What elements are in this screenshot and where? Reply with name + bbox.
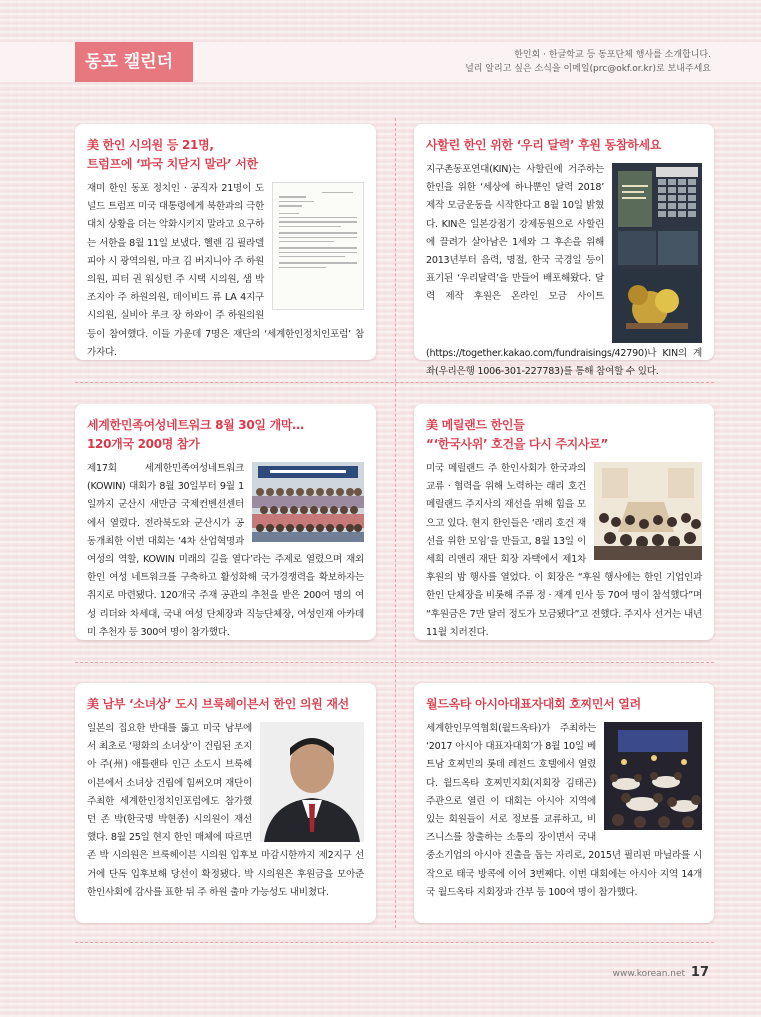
event-photo-image: [594, 462, 702, 560]
conference-photo-image: [604, 722, 702, 830]
article-title-line-1: 美 남부 ‘소녀상’ 도시 브룩헤이븐서 한인 의원 재선: [87, 697, 349, 711]
page-number: 17: [690, 965, 709, 980]
article-card-sakhalin-calendar: [414, 124, 714, 378]
header-note-line-1: 한인회 · 한글학교 등 동포단체 행사를 소개합니다.: [514, 50, 711, 60]
row-divider-1: [75, 382, 714, 383]
article-title: [87, 695, 364, 714]
event-photo-illustration: [594, 462, 702, 560]
article-title-line-1: 사할린 한인 위한 ‘우리 달력’ 후원 동참하세요: [426, 138, 662, 152]
article-title: [426, 136, 702, 155]
article-title-line-1: 월드옥타 아시아대표자대회 호찌민서 열려: [426, 697, 641, 711]
conference-photo-illustration: [604, 722, 702, 830]
article-title-line-2: “‘한국사위’ 호건을 다시 주지사로”: [426, 437, 609, 451]
header-note-line-2: 널리 알리고 싶은 소식을 이메일(prc@okf.or.kr)로 보내주세요: [465, 64, 711, 74]
portrait-illustration: [260, 722, 364, 842]
group-photo-illustration: [252, 462, 364, 542]
article-card-kowin: [75, 404, 376, 640]
article-title: [426, 416, 702, 454]
section-title: 동포 캘린더: [75, 42, 193, 82]
article-title-line-1: 美 메릴랜드 한인들: [426, 418, 525, 432]
article-card-world-okta: [414, 683, 714, 923]
article-title: [426, 695, 702, 714]
letter-document-image: [272, 182, 364, 310]
calendar-image: [612, 163, 702, 343]
article-body: 세계한인무역협회(월드옥타)가 주최하는 ‘2017 아시아 대표자대회’가 8월 10일 베트남 호찌민의 롯데 레전드 호텔에서 열렸다. 월드옥타 호찌민지회(지회장 김태곤) 주관으로 열린 이 대회는 아시아 지역에 있는 회원들이 서로 정보를 교류하고, 비즈니스를 창출하는 소통의 장이면서 국내 중소기업의 아시아 진출을 돕는 자리로, 2015년 필리핀 마닐라를 시작으로 태국 방콕에 이어 3번째다. 이번 대회에는 아시아 지역 14개국 월드옥타 지회장과 간부 등 100여 명이 참가했다.: [426, 723, 702, 898]
article-body: 일본의 집요한 반대를 뚫고 미국 남부에서 최초로 ‘평화의 소녀상’이 건립된 조지아 주(州) 애틀랜타 인근 소도시 브룩헤이븐에서 소녀상 건립에 힘써오며 재단이 주최한 세계한인정치인포럼에도 참가했던 존 박(한국명 박현종) 시의원이 재선했다. 8월 25일 현지 한인 매체에 따르면 존 박 시의원은 브룩헤이븐 시의원 입후보 마감시한까지 제2지구 선거에 단독 입후보해 당선이 확정됐다. 박 시의원은 후원금을 모아준 한인사회에 감사를 표한 뒤 주 하원 출마 가능성도 내비쳤다.: [87, 723, 364, 898]
row-divider-2: [75, 662, 714, 663]
column-divider: [395, 118, 396, 928]
article-title: [87, 136, 364, 174]
article-title: [87, 416, 364, 454]
article-body: 지구촌동포연대(KIN)는 사할린에 거주하는 한인을 위한 ‘세상에 하나뿐인 달력 2018’ 제작 모금운동을 시작한다고 8월 10일 밝혔다. KIN은 일본강점기 강제동원으로 사할린에 끌려가 살아남은 1세와 그 후손을 위해 2013년부터 음력, 명절, 한국 국경일 등이 표기된 ‘우리달력’을 만들어 배포해왔다. 달력 제작 후원은 온라인 모금 사이트(https://together.kakao.com/fundraisings/42790)나 KIN의 계좌(우리은행 1006-301-227783)를 통해 참여할 수 있다.: [426, 164, 702, 378]
article-card-maryland: [414, 404, 714, 640]
page-footer: [613, 965, 709, 980]
article-card-brookhaven: [75, 683, 376, 923]
footer-site: www.korean.net: [612, 969, 686, 979]
article-body: 재미 한인 동포 정치인 · 공직자 21명이 도널드 트럼프 미국 대통령에게 북한과의 극한 대치 상황을 더는 악화시키지 말라고 요구하는 서한을 8월 11일 보냈다. 헬렌 김 필라델피아 시 광역의원, 마크 김 버지니아 주 하원의원, 피터 권 워싱턴 주 시택 시의원, 샘 박 조지아 주 하원의원, 데이비드 류 LA 4지구 시의원, 실비아 루크 장 하와이 주 하원의원 등이 참여했다. 이들 가운데 7명은 재단의 ‘세계한인정치인포럼’ 참가자다.: [87, 183, 364, 358]
article-card-politicians-letter: [75, 124, 376, 360]
row-divider-3: [75, 942, 714, 943]
calendar-illustration: [612, 163, 702, 343]
article-body: 제17회 세계한민족여성네트워크(KOWIN) 대회가 8월 30일부터 9월 1일까지 군산시 새만금 국제컨벤션센터에서 열렸다. 전라북도와 군산시가 공동개최한 이번 대회는 ‘4차 산업혁명과 여성의 역할, KOWIN 미래의 길을 열다’라는 주제로 열렸으며 재외 한인 여성 네트워크를 구축하고 활성화해 국가경쟁력을 확보하자는 취지로 마련됐다. 120개국 주재 공관의 추천을 받은 200여 명의 여성 리더와 차세대, 국내 여성 단체장과 직능단체장, 여성인재 아카데미 추천자 등 300여 명이 참가했다.: [87, 463, 364, 638]
article-title-line-2: 트럼프에 ‘파국 치닫지 말라’ 서한: [87, 157, 258, 171]
group-photo-image: [252, 462, 364, 542]
article-title-line-2: 120개국 200명 참가: [87, 437, 200, 451]
article-body: 미국 메릴랜드 주 한인사회가 한국과의 교류 · 협력을 위해 노력하는 래리 호건 메릴랜드 주지사의 재선을 위해 힘을 모으고 있다. 현지 한인들은 ‘래리 호건 재선을 위한 모임’을 만들고, 8월 13일 이세희 리앤리 재단 회장 자택에서 제1차 후원의 밤 행사를 열었다. 이 회장은 “후원 행사에는 한인 기업인과 한인 단체장을 비롯해 주류 정 · 재계 인사 등 70여 명이 참석했다”며 “후원금은 7만 달러 정도가 모금됐다”고 전했다. 주지사 선거는 내년 11월 치러진다.: [426, 463, 702, 638]
article-title-line-1: 美 한인 시의원 등 21명,: [87, 138, 214, 152]
portrait-image: [260, 722, 364, 842]
header-note: [465, 48, 711, 76]
article-title-line-1: 세계한민족여성네트워크 8월 30일 개막…: [87, 418, 304, 432]
